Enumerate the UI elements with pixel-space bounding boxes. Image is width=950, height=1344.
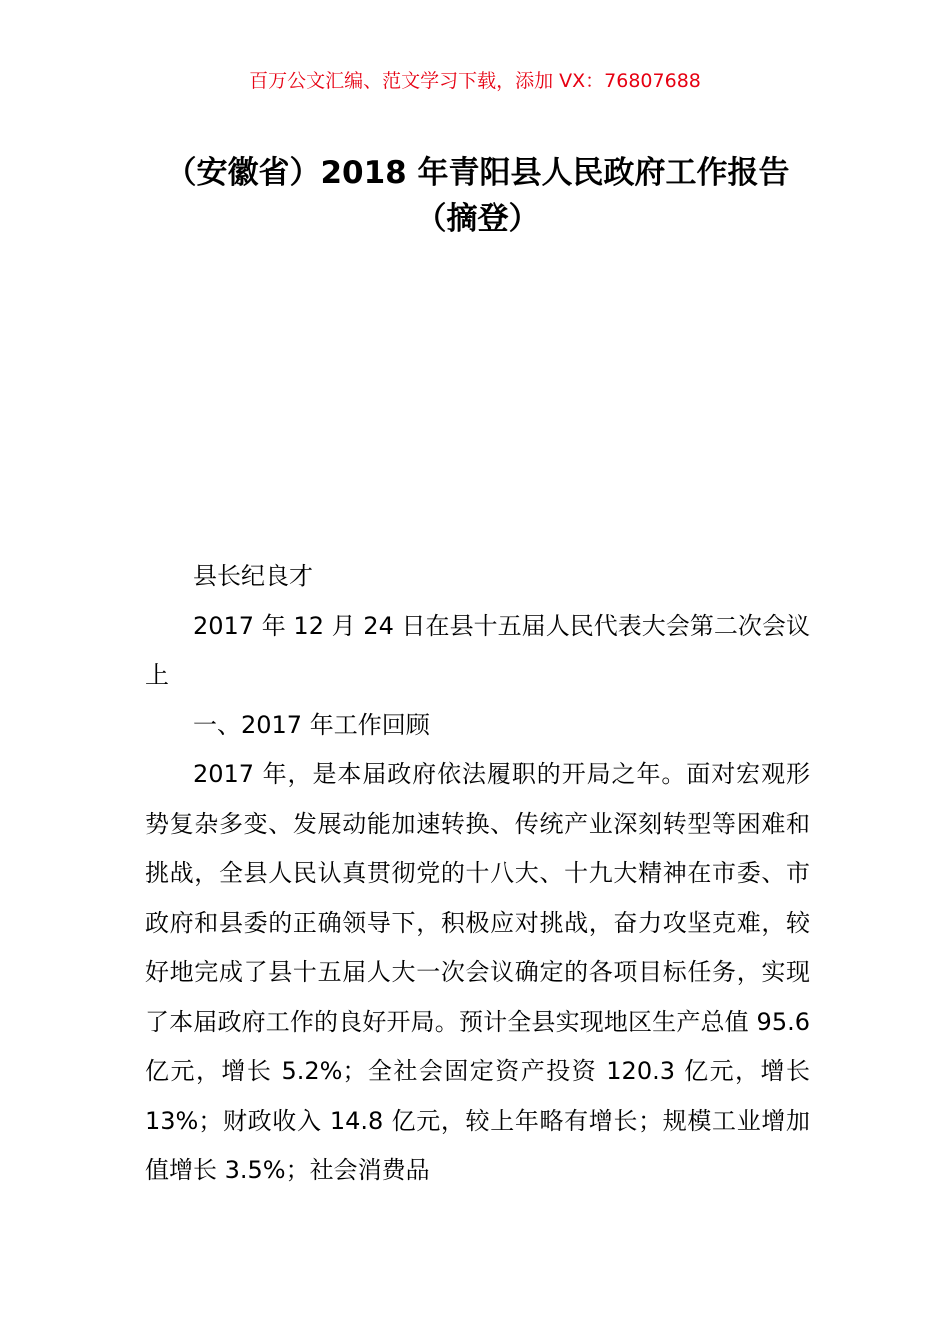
document-body [145, 552, 810, 1196]
author-line: 县长纪良才 [193, 562, 313, 590]
meeting-line: 2017 年 12 月 24 日在县十五届人民代表大会第二次会议上 [145, 611, 810, 689]
watermark-header-note: 百万公文汇编、范文学习下载，添加 VX：76807688 [249, 70, 701, 92]
section-heading: 一、2017 年工作回顾 [193, 710, 430, 739]
body-paragraph: 2017 年，是本届政府依法履职的开局之年。面对宏观形势复杂多变、发展动能加速转换、传统产业深刻转型等困难和挑战，全县人民认真贯彻党的十八大、十九大精神在市委、市政府和县委的正确领导下，积极应对挑战，奋力攻坚克难，较好地完成了县十五届人大一次会议确定的各项目标任务，实现了本届政府工作的良好开局。预计全县实现地区生产总值 95.6 亿元，增长 5.2%；全社会固定资产投资 120.3 亿元，增长 13%；财政收入 14.8 亿元，较上年略有增长；规模工业增加值增长 3.5%；社会消费品 [145, 760, 810, 1184]
document-title: （安徽省）2018 年青阳县人民政府工作报告（摘登） [165, 155, 790, 237]
